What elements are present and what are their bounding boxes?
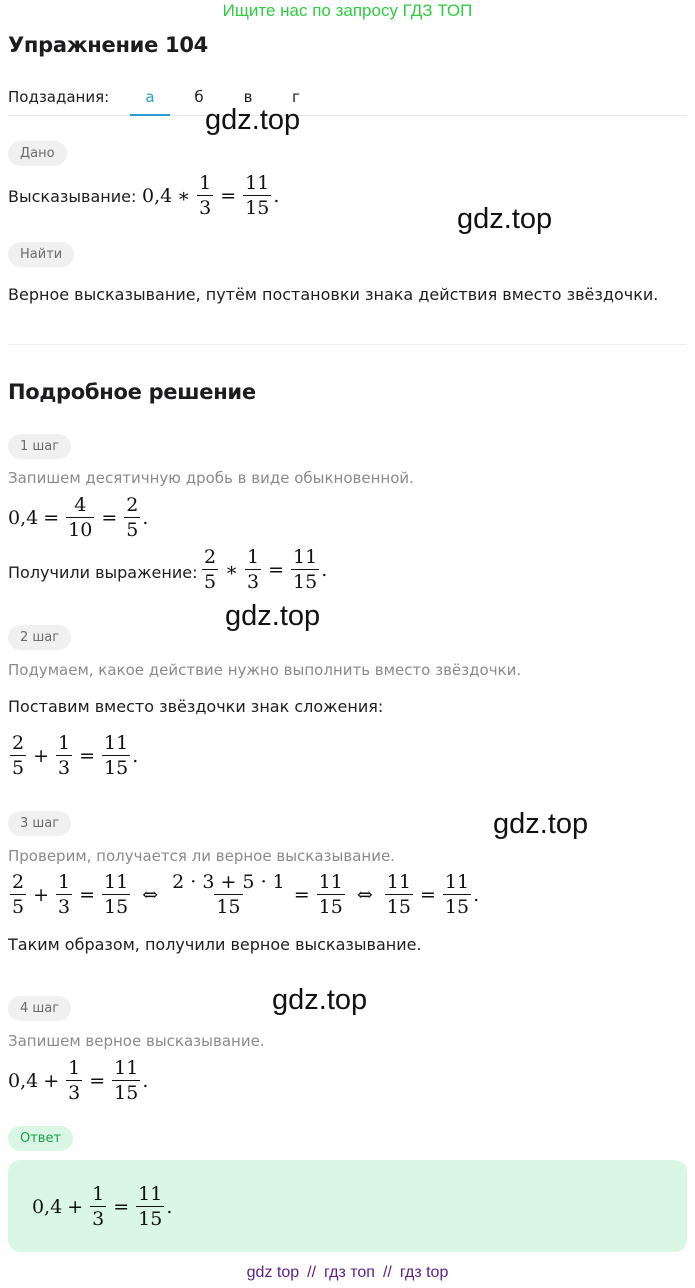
watermark: gdz.top xyxy=(225,600,321,632)
step2-badge: 2 шаг xyxy=(8,625,71,650)
math-equals: = xyxy=(268,558,285,581)
find-text: Верное высказывание, путём постановки знака действия вместо звёздочки. xyxy=(8,285,659,304)
math-fraction: $\frac{11}{15}$ xyxy=(104,732,129,779)
math-period: . xyxy=(132,744,139,767)
math-fraction: $\frac{11}{15}$ xyxy=(114,1057,139,1104)
step3-hint: Проверим, получается ли верное высказывание. xyxy=(8,847,395,865)
page-title: Упражнение 104 xyxy=(8,33,208,57)
math-fraction: $\frac{11}{15}$ xyxy=(104,871,129,918)
math-operator: ∗ xyxy=(225,558,239,581)
section-divider xyxy=(8,344,687,345)
math-iff: ⇔ xyxy=(142,883,159,906)
math-fraction: $\frac{1}{3}$ xyxy=(199,172,212,219)
math-fraction: $\frac{11}{15}$ xyxy=(245,172,270,219)
math-fraction: $\frac{11}{15}$ xyxy=(444,871,470,918)
math-period: . xyxy=(473,883,480,906)
math-period: . xyxy=(142,1069,149,1092)
math-fraction: $\frac{2 \cdot 3 + 5 \cdot 1}{15}$ xyxy=(172,871,285,918)
math-operator: + xyxy=(33,744,50,767)
footer-link[interactable]: гдз top xyxy=(399,1264,449,1281)
math-term: 0,4 xyxy=(32,1195,63,1218)
math-equals: = xyxy=(79,883,96,906)
math-equals: = xyxy=(43,506,60,529)
math-operator: + xyxy=(67,1195,84,1218)
step1-got-label: Получили выражение: xyxy=(8,563,198,582)
answer-badge: Ответ xyxy=(8,1126,73,1151)
answer-expression xyxy=(32,1182,172,1231)
step2-text: Поставим вместо звёздочки знак сложения: xyxy=(8,697,384,716)
footer-separator: // xyxy=(382,1264,392,1281)
given-badge: Дано xyxy=(8,141,67,166)
math-period: . xyxy=(166,1195,173,1218)
step2-hint: Подумаем, какое действие нужно выполнить вместо звёздочки. xyxy=(8,661,522,679)
math-period: . xyxy=(273,184,280,207)
step1-hint: Запишем десятичную дробь в виде обыкновенной. xyxy=(8,469,414,487)
math-fraction: $\frac{2}{5}$ xyxy=(126,494,139,541)
math-fraction: $\frac{4}{10}$ xyxy=(68,494,93,541)
math-iff: ⇔ xyxy=(356,883,373,906)
step3-badge: 3 шаг xyxy=(8,811,71,836)
math-fraction: $\frac{1}{3}$ xyxy=(58,732,71,779)
footer-links xyxy=(0,1264,695,1282)
math-fraction: $\frac{11}{15}$ xyxy=(138,1183,163,1230)
math-fraction: $\frac{11}{15}$ xyxy=(386,871,411,918)
promo-banner: Ищите нас по запросу ГДЗ ТОП xyxy=(222,1,473,20)
math-fraction: $\frac{1}{3}$ xyxy=(92,1183,105,1230)
subtasks-label: Подзадания: xyxy=(8,88,110,106)
math-fraction: $\frac{1}{3}$ xyxy=(68,1057,81,1104)
math-fraction: $\frac{11}{15}$ xyxy=(318,871,343,918)
math-period: . xyxy=(321,558,328,581)
tab-subtask-v[interactable]: в xyxy=(243,88,253,106)
step4-expression xyxy=(8,1056,148,1105)
math-term: 0,4 xyxy=(8,1069,39,1092)
step3-conclusion: Таким образом, получили верное высказывание. xyxy=(8,935,422,954)
math-fraction: $\frac{2}{5}$ xyxy=(12,871,25,918)
math-period: . xyxy=(142,506,149,529)
given-label: Высказывание: xyxy=(8,187,137,206)
step1-got-expression xyxy=(200,545,327,594)
math-operator: + xyxy=(33,883,50,906)
footer-separator: // xyxy=(307,1264,317,1281)
step1-expression xyxy=(8,493,148,542)
tab-subtask-b[interactable]: б xyxy=(194,88,204,106)
step4-hint: Запишем верное высказывание. xyxy=(8,1032,265,1050)
solution-title: Подробное решение xyxy=(8,380,256,404)
subtasks-nav xyxy=(8,88,687,116)
tab-subtask-g[interactable]: г xyxy=(292,88,300,106)
step4-badge: 4 шаг xyxy=(8,996,71,1021)
watermark: gdz.top xyxy=(493,808,589,840)
watermark: gdz.top xyxy=(205,104,301,136)
math-operator: + xyxy=(43,1069,60,1092)
math-equals: = xyxy=(293,883,310,906)
math-equals: = xyxy=(419,883,436,906)
math-term: 0,4 xyxy=(8,506,39,529)
math-equals: = xyxy=(113,1195,130,1218)
math-fraction: $\frac{1}{3}$ xyxy=(58,871,71,918)
math-equals: = xyxy=(101,506,118,529)
math-fraction: $\frac{2}{5}$ xyxy=(12,732,25,779)
math-operator: ∗ xyxy=(177,184,191,207)
math-fraction: $\frac{2}{5}$ xyxy=(204,546,217,593)
math-equals: = xyxy=(79,744,96,767)
given-expression xyxy=(142,171,279,220)
math-equals: = xyxy=(89,1069,106,1092)
math-equals: = xyxy=(220,184,237,207)
watermark: gdz.top xyxy=(457,203,553,235)
math-fraction: $\frac{1}{3}$ xyxy=(247,546,260,593)
footer-link[interactable]: гдз топ xyxy=(324,1264,375,1281)
watermark: gdz.top xyxy=(272,984,368,1016)
math-term: 0,4 xyxy=(142,184,173,207)
step3-expression xyxy=(8,870,479,919)
step2-expression xyxy=(8,731,138,780)
footer-link[interactable]: gdz top xyxy=(246,1264,300,1281)
step1-badge: 1 шаг xyxy=(8,434,71,459)
tab-subtask-a[interactable]: а xyxy=(130,88,170,116)
find-badge: Найти xyxy=(8,242,74,267)
math-fraction: $\frac{11}{15}$ xyxy=(293,546,318,593)
